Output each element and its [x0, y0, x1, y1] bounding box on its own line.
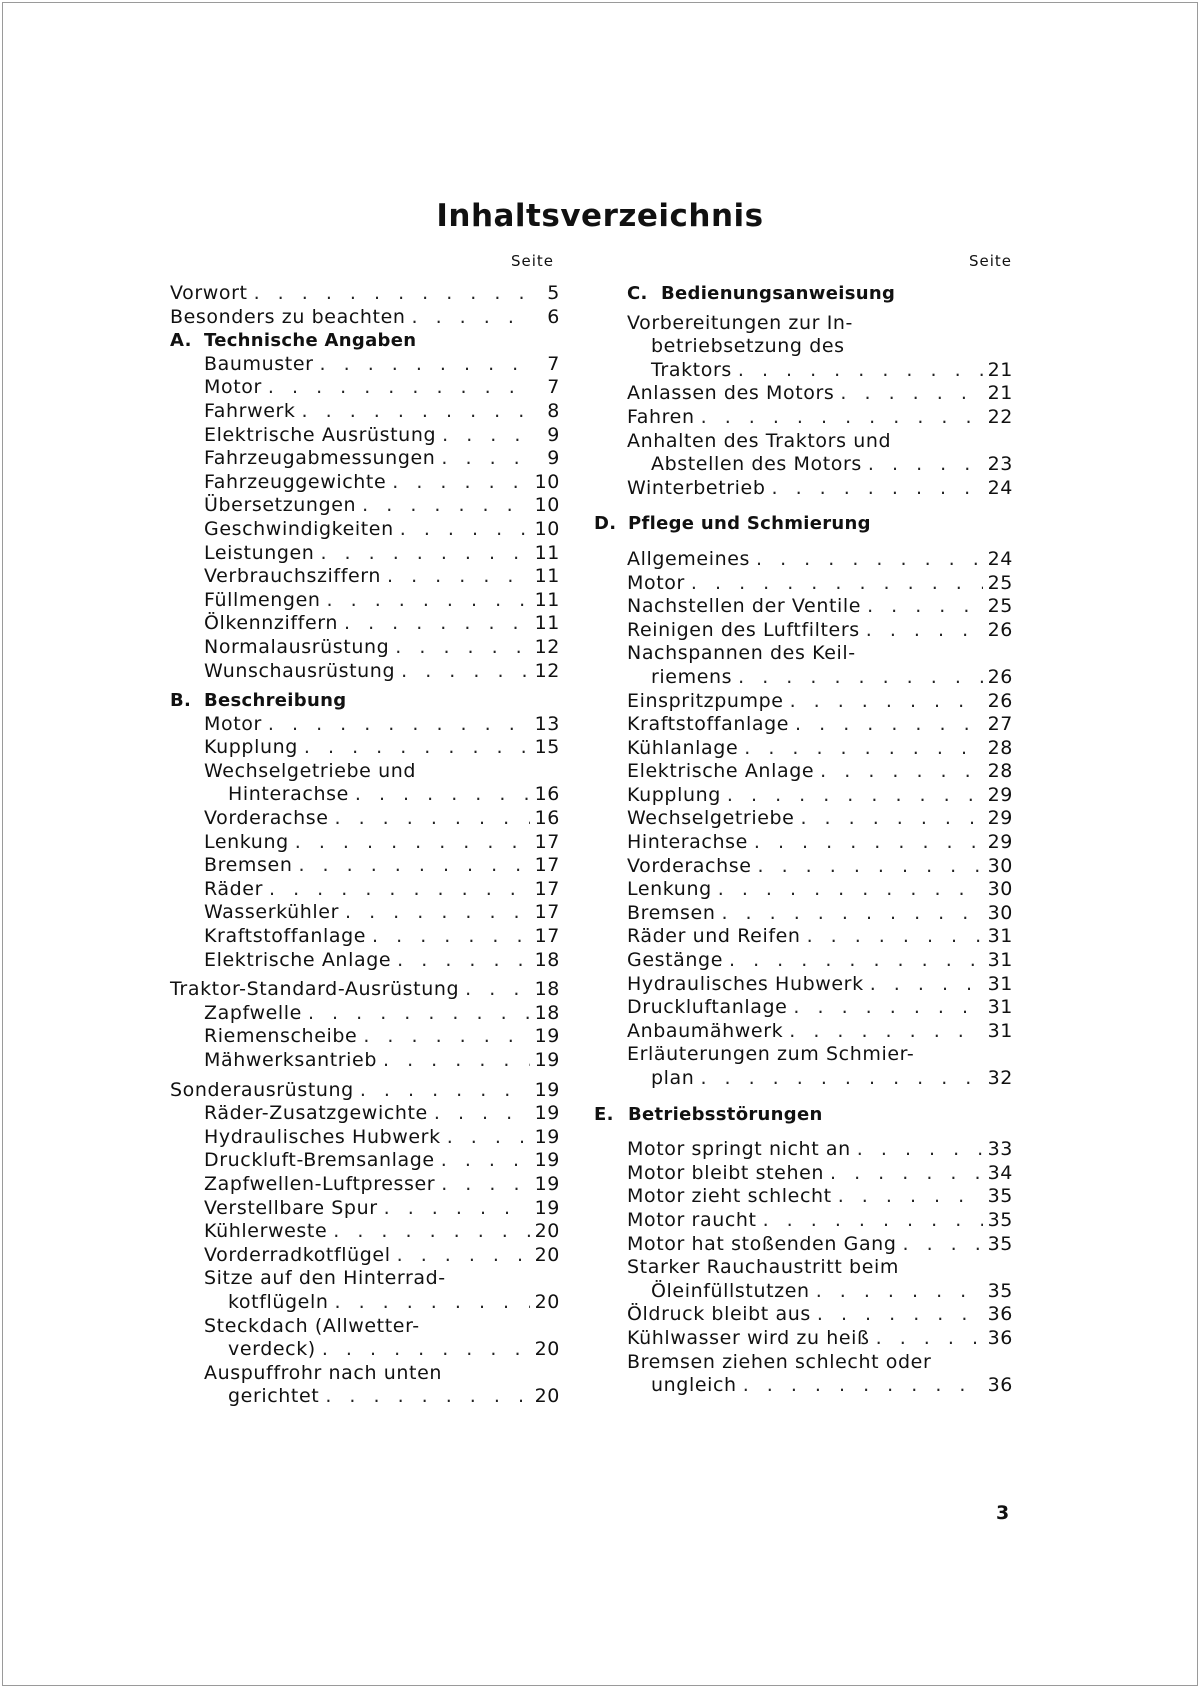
toc-entry-page: 13 [534, 712, 560, 735]
toc-entry [627, 713, 1013, 737]
toc-entry-text: Räder und Reifen [627, 925, 801, 948]
toc-section-heading [170, 329, 560, 353]
toc-entry-line [627, 1256, 1013, 1280]
toc-entry-text: Baumuster [204, 352, 314, 375]
toc-entry [627, 572, 1013, 596]
toc-entry-text: Motor springt nicht an [627, 1138, 851, 1161]
toc-entry-page: 32 [987, 1067, 1013, 1089]
toc-entry-page: 6 [547, 305, 560, 328]
toc-entry-text: Druckluftanlage [627, 996, 788, 1019]
section-title: Technische Angaben [204, 330, 417, 352]
toc-entry [627, 1185, 1013, 1209]
toc-entry-text: Verstellbare Spur [204, 1196, 378, 1219]
toc-entry-line [627, 642, 1013, 666]
toc-entry [627, 1067, 1013, 1091]
toc-entry-text: Einspritzpumpe [627, 689, 784, 712]
toc-entry-page: 19 [534, 1149, 560, 1172]
toc-section-heading [170, 689, 560, 713]
toc-entry-page: 18 [534, 1001, 560, 1024]
toc-entry-text: Motor raucht [627, 1208, 757, 1231]
toc-entry [170, 978, 560, 1002]
toc-entry [170, 376, 560, 400]
toc-entry-text: Wechselgetriebe [627, 807, 795, 830]
toc-entry-text: Riemenscheibe [204, 1025, 358, 1048]
toc-entry-text: Mähwerksantrieb [204, 1049, 377, 1071]
toc-right-column [594, 282, 1013, 1398]
toc-entry-text: Hydraulisches Hubwerk [627, 972, 864, 995]
section-key: B. [170, 690, 192, 712]
toc-entry [170, 1149, 560, 1173]
toc-entry-page: 29 [987, 783, 1013, 806]
toc-entry-page: 28 [987, 760, 1013, 783]
page-number: 3 [996, 1502, 1010, 1524]
section-key: C. [627, 283, 648, 304]
toc-entry-page: 36 [987, 1326, 1013, 1349]
toc-entry [627, 996, 1013, 1020]
toc-entry-page: 21 [987, 358, 1013, 381]
toc-entry-text: Fahren [627, 405, 695, 428]
toc-entry [170, 736, 560, 760]
toc-entry-line [627, 430, 1013, 454]
toc-entry-page: 35 [987, 1279, 1013, 1302]
toc-entry [170, 878, 560, 902]
toc-entry [627, 382, 1013, 406]
toc-entry-text: Vorderradkotflügel [204, 1243, 391, 1266]
toc-entry-page: 11 [534, 565, 560, 588]
toc-entry-text: Zapfwelle [204, 1001, 302, 1024]
toc-entry-page: 20 [534, 1385, 560, 1408]
toc-entry-text: betriebsetzung des [651, 335, 845, 358]
toc-entry-page: 16 [534, 783, 560, 806]
section-b-list [170, 807, 560, 972]
toc-entry [170, 807, 560, 831]
toc-entry-text: Motor bleibt stehen [627, 1161, 825, 1184]
toc-entry-line [627, 335, 1013, 359]
section-key: E. [594, 1103, 614, 1125]
toc-entry-page: 24 [987, 476, 1013, 499]
toc-entry-page: 29 [987, 807, 1013, 830]
toc-entry [627, 878, 1013, 902]
toc-entry-page: 15 [534, 736, 560, 759]
toc-entry-text: Lenkung [627, 878, 712, 901]
toc-entry [170, 1338, 560, 1362]
toc-entry-text: Hinterachse [627, 831, 748, 854]
toc-entry-text: Vorderachse [627, 854, 752, 877]
toc-entry-text: Normalausrüstung [204, 635, 390, 658]
toc-entry [627, 1209, 1013, 1233]
toc-entry-page: 19 [534, 1078, 560, 1101]
toc-entry-page: 10 [534, 517, 560, 540]
toc-entry [627, 784, 1013, 808]
toc-entry-text: Füllmengen [204, 588, 321, 611]
toc-entry-text: Wechselgetriebe und [204, 759, 417, 782]
toc-entry [170, 471, 560, 495]
toc-entry-page: 30 [987, 901, 1013, 924]
toc-entry-line [170, 1267, 560, 1291]
section-title: Beschreibung [204, 690, 347, 712]
toc-entry-text: Abstellen des Motors [651, 453, 862, 476]
toc-entry-page: 9 [547, 423, 560, 446]
toc-entry-page: 19 [534, 1049, 560, 1071]
toc-entry-text: Bremsen [204, 854, 293, 877]
toc-entry-page: 20 [534, 1290, 560, 1313]
toc-entry-page: 30 [987, 878, 1013, 901]
toc-entry-text: Anbaumähwerk [627, 1019, 784, 1042]
toc-entry-text: Erläuterungen zum Schmier- [627, 1043, 915, 1066]
toc-entry [170, 660, 560, 684]
toc-entry-text: Räder-Zusatzgewichte [204, 1102, 428, 1125]
toc-entry [170, 636, 560, 660]
section-key: A. [170, 330, 192, 352]
toc-entry [170, 1244, 560, 1268]
toc-entry-page: 9 [547, 447, 560, 470]
section-d-list-a [627, 548, 1013, 642]
toc-entry-page: 25 [987, 595, 1013, 618]
toc-entry-page: 16 [534, 807, 560, 830]
toc-entry-line [627, 1043, 1013, 1067]
toc-entry-page: 19 [534, 1125, 560, 1148]
toc-entry [170, 783, 560, 807]
toc-entry [627, 453, 1013, 477]
toc-entry [170, 925, 560, 949]
toc-entry [170, 282, 560, 306]
toc-entry [170, 1291, 560, 1315]
toc-entry-text: Elektrische Ausrüstung [204, 423, 437, 446]
toc-entry [627, 1327, 1013, 1351]
toc-entry-page: 20 [534, 1338, 560, 1361]
toc-entry [170, 1385, 560, 1409]
toc-entry-page: 28 [987, 736, 1013, 759]
section-e-list-a [627, 1138, 1013, 1232]
sonder-list [170, 1102, 560, 1267]
toc-entry-page: 31 [987, 996, 1013, 1019]
toc-entry-page: 31 [987, 949, 1013, 972]
toc-entry [627, 973, 1013, 997]
toc-entry-page: 31 [987, 1019, 1013, 1042]
toc-entry-line [170, 1315, 560, 1339]
toc-entry [627, 406, 1013, 430]
toc-entry-text: Lenkung [204, 830, 289, 853]
toc-entry-text: Fahrzeugabmessungen [204, 447, 436, 470]
toc-entry-text: Druckluft-Bremsanlage [204, 1149, 435, 1172]
toc-entry-text: Fahrzeuggewichte [204, 470, 387, 493]
toc-entry-page: 10 [534, 494, 560, 517]
toc-entry-text: Verbrauchsziffern [204, 565, 382, 588]
toc-entry-text: Sitze auf den Hinterrad- [204, 1267, 446, 1290]
toc-entry-text: Gestänge [627, 949, 723, 972]
toc-entry-text: riemens [651, 665, 733, 688]
toc-entry-page: 33 [987, 1138, 1013, 1161]
toc-entry-page: 30 [987, 854, 1013, 877]
toc-entry-text: Allgemeines [627, 547, 751, 570]
toc-entry-text: Motor zieht schlecht [627, 1185, 832, 1208]
toc-entry [627, 359, 1013, 383]
toc-entry-page: 26 [987, 665, 1013, 688]
toc-entry-text: Elektrische Anlage [627, 760, 815, 783]
toc-entry-text: Öleinfüllstutzen [651, 1279, 810, 1302]
toc-entry-text: Kraftstoffanlage [204, 925, 367, 948]
toc-entry-text: Sonderausrüstung [170, 1078, 354, 1101]
toc-entry-text: Traktor-Standard-Ausrüstung [170, 978, 460, 1001]
toc-entry [170, 589, 560, 613]
toc-entry-page: 19 [534, 1025, 560, 1048]
toc-entry-text: Vorwort [170, 282, 248, 304]
toc-entry-text: Kühlerweste [204, 1220, 328, 1243]
toc-entry-page: 7 [547, 352, 560, 375]
toc-entry-text: Steckdach (Allwetter- [204, 1314, 420, 1337]
toc-entry [170, 1197, 560, 1221]
toc-entry-text: Kühlanlage [627, 736, 739, 759]
toc-entry [627, 760, 1013, 784]
toc-entry [170, 424, 560, 448]
toc-entry-text: Nachspannen des Keil- [627, 642, 856, 665]
toc-entry-page: 10 [534, 470, 560, 493]
toc-entry [627, 619, 1013, 643]
toc-entry [627, 1020, 1013, 1044]
toc-entry-page: 22 [987, 405, 1013, 428]
toc-entry-text: Bremsen [627, 901, 716, 924]
toc-entry-text: Öldruck bleibt aus [627, 1303, 811, 1326]
section-title: Betriebsstörungen [628, 1103, 823, 1125]
toc-entry-text: Kühlwasser wird zu heiß [627, 1326, 870, 1349]
toc-entry-text: Kupplung [627, 783, 721, 806]
toc-entry [170, 612, 560, 636]
toc-entry [170, 1002, 560, 1026]
toc-entry-text: Motor [204, 712, 262, 735]
toc-entry-page: 36 [987, 1374, 1013, 1397]
toc-entry-page: 19 [534, 1172, 560, 1195]
toc-entry-line [627, 1351, 1013, 1375]
toc-entry-text: plan [651, 1067, 695, 1089]
toc-entry-page: 17 [534, 830, 560, 853]
toc-entry-text: Anhalten des Traktors und [627, 429, 892, 452]
toc-entry-text: Räder [204, 877, 263, 900]
toc-entry-text: Besonders zu beachten [170, 305, 406, 328]
toc-entry-page: 17 [534, 854, 560, 877]
toc-entry-page: 19 [534, 1102, 560, 1125]
standard-list [170, 1002, 560, 1073]
toc-entry [627, 855, 1013, 879]
toc-entry [170, 901, 560, 925]
toc-entry-line [170, 760, 560, 784]
toc-entry [170, 1220, 560, 1244]
toc-entry-text: Winterbetrieb [627, 476, 766, 499]
toc-entry [170, 1173, 560, 1197]
toc-entry [627, 1138, 1013, 1162]
toc-entry [627, 690, 1013, 714]
toc-entry [627, 548, 1013, 572]
toc-entry-page: 19 [534, 1196, 560, 1219]
toc-entry-page: 11 [534, 612, 560, 635]
toc-entry-page: 20 [534, 1220, 560, 1243]
toc-entry-text: Traktors [651, 358, 732, 381]
toc-entry [627, 1303, 1013, 1327]
toc-entry-page: 35 [987, 1208, 1013, 1231]
section-d-list-b [627, 690, 1013, 1044]
toc-entry-page: 18 [534, 978, 560, 1001]
toc-entry-page: 12 [534, 659, 560, 682]
toc-entry-text: Motor [627, 571, 685, 594]
toc-entry-text: Anlassen des Motors [627, 382, 835, 405]
toc-entry-page: 36 [987, 1303, 1013, 1326]
toc-entry [627, 737, 1013, 761]
toc-entry-text: Vorbereitungen zur In- [627, 311, 854, 334]
toc-entry [170, 306, 560, 330]
toc-entry-text: Motor hat stoßenden Gang [627, 1232, 897, 1255]
toc-entry-text: Reinigen des Luftfilters [627, 618, 860, 641]
toc-entry-text: gerichtet [228, 1385, 320, 1408]
toc-entry-page: 25 [987, 571, 1013, 594]
toc-entry-text: Auspuffrohr nach unten [204, 1361, 443, 1384]
toc-entry [627, 595, 1013, 619]
toc-entry-text: Bremsen ziehen schlecht oder [627, 1350, 932, 1373]
toc-entry-page: 31 [987, 925, 1013, 948]
toc-entry [170, 400, 560, 424]
toc-entry-text: Ölkennziffern [204, 612, 338, 635]
toc-entry [170, 542, 560, 566]
toc-entry-text: Zapfwellen-Luftpresser [204, 1172, 436, 1195]
toc-entry [627, 1374, 1013, 1398]
toc-entry-text: verdeck) [228, 1338, 316, 1361]
toc-entry [627, 807, 1013, 831]
toc-entry-line [170, 1362, 560, 1386]
toc-entry-text: Vorderachse [204, 807, 329, 830]
toc-entry-text: Starker Rauchaustritt beim [627, 1256, 899, 1279]
page-title: Inhaltsverzeichnis [436, 198, 764, 234]
toc-entry-text: Elektrische Anlage [204, 948, 392, 971]
toc-entry [170, 353, 560, 377]
column-header-right: Seite [969, 252, 1013, 270]
toc-entry-page: 11 [534, 541, 560, 564]
toc-entry-page: 31 [987, 972, 1013, 995]
toc-entry-text: Kraftstoffanlage [627, 713, 790, 736]
toc-entry [170, 1102, 560, 1126]
toc-entry [170, 447, 560, 471]
toc-entry-text: Hinterachse [228, 783, 349, 806]
toc-entry-page: 18 [534, 948, 560, 971]
toc-entry-line [627, 312, 1013, 336]
toc-entry-page: 35 [987, 1185, 1013, 1208]
toc-entry-page: 23 [987, 453, 1013, 476]
toc-entry-page: 17 [534, 877, 560, 900]
toc-entry-text: Wunschausrüstung [204, 659, 396, 682]
toc-entry-page: 17 [534, 901, 560, 924]
toc-entry [627, 925, 1013, 949]
toc-left-column [170, 282, 560, 1409]
toc-entry-text: kotflügeln [228, 1290, 329, 1313]
toc-entry-text: Kupplung [204, 736, 298, 759]
column-header-left: Seite [511, 252, 555, 270]
section-e-list-b [627, 1303, 1013, 1350]
toc-entry [170, 1049, 560, 1073]
toc-entry-page: 12 [534, 635, 560, 658]
toc-entry-page: 34 [987, 1161, 1013, 1184]
toc-section-heading [594, 512, 1013, 536]
toc-entry [170, 949, 560, 973]
toc-entry [170, 831, 560, 855]
toc-entry-page: 24 [987, 547, 1013, 570]
section-a-list [170, 353, 560, 683]
toc-entry [627, 477, 1013, 501]
toc-entry [170, 565, 560, 589]
toc-entry [627, 1280, 1013, 1304]
section-title: Bedienungsanweisung [661, 283, 896, 304]
toc-entry-text: Übersetzungen [204, 494, 357, 517]
toc-entry-page: 5 [547, 282, 560, 304]
toc-entry [170, 854, 560, 878]
toc-entry-page: 20 [534, 1243, 560, 1266]
toc-entry-text: Nachstellen der Ventile [627, 595, 862, 618]
toc-entry [170, 1025, 560, 1049]
toc-entry-page: 8 [547, 399, 560, 422]
section-key: D. [594, 513, 617, 535]
toc-entry-text: ungleich [651, 1374, 737, 1397]
toc-entry [170, 1126, 560, 1150]
toc-entry [627, 666, 1013, 690]
toc-entry-page: 35 [987, 1232, 1013, 1255]
toc-entry-text: Hydraulisches Hubwerk [204, 1125, 441, 1148]
toc-entry [627, 949, 1013, 973]
toc-entry-page: 26 [987, 689, 1013, 712]
toc-entry-page: 17 [534, 925, 560, 948]
toc-entry [627, 902, 1013, 926]
toc-entry-page: 26 [987, 618, 1013, 641]
toc-entry-page: 21 [987, 382, 1013, 405]
toc-entry [170, 713, 560, 737]
toc-entry [170, 518, 560, 542]
toc-entry-text: Fahrwerk [204, 399, 296, 422]
toc-entry-page: 29 [987, 831, 1013, 854]
toc-entry [170, 494, 560, 518]
toc-entry [170, 1079, 560, 1103]
toc-entry-text: Wasserkühler [204, 901, 339, 924]
toc-entry-text: Leistungen [204, 541, 315, 564]
toc-entry [627, 831, 1013, 855]
toc-entry-page: 11 [534, 588, 560, 611]
toc-entry-text: Geschwindigkeiten [204, 517, 394, 540]
toc-entry-page: 27 [987, 713, 1013, 736]
toc-section-heading [594, 1103, 1013, 1127]
toc-entry-text: Motor [204, 376, 262, 399]
section-title: Pflege und Schmierung [628, 513, 871, 535]
toc-entry [627, 1233, 1013, 1257]
toc-entry-page: 7 [547, 376, 560, 399]
toc-section-heading [627, 282, 1013, 306]
toc-entry [627, 1162, 1013, 1186]
